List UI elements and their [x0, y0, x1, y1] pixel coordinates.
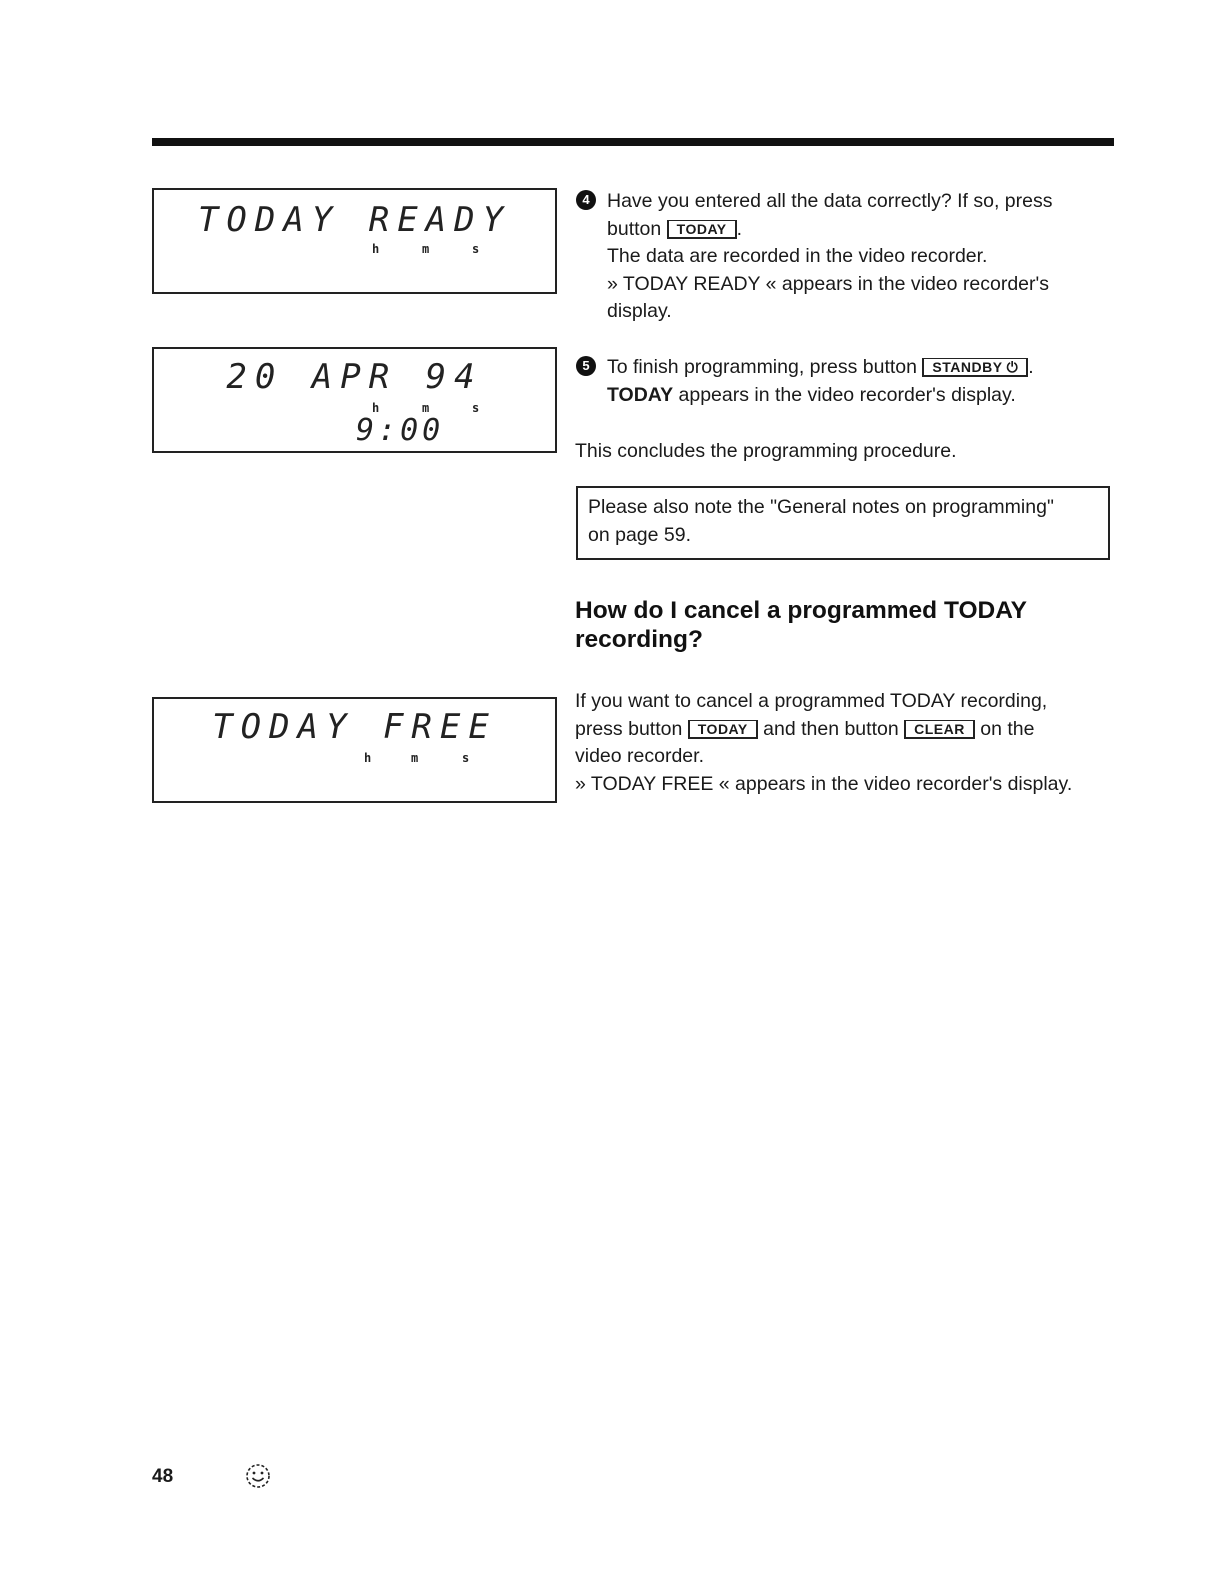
section-heading	[575, 596, 1095, 654]
note-box	[576, 486, 1110, 560]
cancel-line-2-mid: and then button	[763, 717, 899, 740]
step-4-line-2-text: button	[607, 217, 662, 240]
step-4-number-icon: 4	[576, 190, 596, 210]
lcd-display-date	[152, 347, 557, 453]
step-5-line-2	[607, 382, 1107, 410]
step-5-line-1	[607, 354, 1107, 382]
lcd-time: 9:00	[356, 413, 445, 448]
lcd-unit-h: h	[364, 751, 372, 765]
note-line-2: on page 59.	[588, 523, 692, 546]
step-5-text	[607, 354, 1107, 409]
today-button: TODAY	[667, 220, 737, 239]
lcd-unit-h: h	[372, 242, 380, 256]
cancel-text	[575, 688, 1105, 798]
cancel-line-2	[575, 716, 1105, 744]
clear-button: CLEAR	[904, 720, 975, 739]
lcd-text: TODAY READY	[197, 200, 512, 240]
standby-button: STANDBY ⏻	[922, 358, 1028, 377]
page-number: 48	[152, 1466, 174, 1487]
heading-line-1: How do I cancel a programmed TODAY	[575, 597, 1028, 624]
cancel-line-2-text: press button	[575, 717, 683, 740]
lcd-display-today-ready	[152, 188, 557, 294]
step-5-number-icon: 5	[576, 356, 596, 376]
step-5-line-2-text: appears in the video recorder's display.	[673, 383, 1016, 406]
lcd-unit-m: m	[422, 242, 430, 256]
lcd-unit-s: s	[472, 242, 480, 256]
step-5-line-1-text: To finish programming, press button	[607, 356, 917, 378]
step-4-line-4: » TODAY READY « appears in the video recorder's	[607, 272, 1049, 295]
step-5-line-1-period: .	[1028, 356, 1034, 378]
lcd-text: TODAY FREE	[212, 707, 497, 747]
cancel-line-2-end: on the	[980, 717, 1035, 740]
top-rule	[152, 138, 1114, 146]
lcd-unit-h: h	[372, 401, 380, 415]
smiley-face-icon	[243, 1461, 273, 1496]
lcd-unit-m: m	[411, 751, 419, 765]
cancel-line-1: If you want to cancel a programmed TODAY recording,	[575, 690, 1048, 712]
today-bold: TODAY	[607, 383, 674, 406]
heading-line-2: recording?	[575, 626, 703, 653]
step-4-line-5: display.	[607, 300, 672, 322]
cancel-line-4: » TODAY FREE « appears in the video recorder's display.	[575, 772, 1073, 795]
step-4-line-2-period: .	[736, 217, 743, 240]
lcd-display-today-free	[152, 697, 557, 803]
lcd-unit-s: s	[472, 401, 480, 415]
lcd-unit-s: s	[462, 751, 470, 765]
note-line-1: Please also note the "General notes on programming"	[588, 496, 1054, 518]
step-4-line-1: Have you entered all the data correctly? If so, press	[607, 190, 1053, 212]
lcd-date: 20 APR 94	[226, 357, 483, 397]
step-4-line-2	[607, 216, 1107, 244]
lcd-unit-m: m	[422, 401, 430, 415]
cancel-line-3: video recorder.	[575, 745, 704, 767]
step-4-text	[607, 188, 1107, 326]
conclusion-text: This concludes the programming procedure.	[575, 440, 957, 462]
today-button: TODAY	[688, 720, 758, 739]
step-4-line-3: The data are recorded in the video recorder.	[607, 245, 988, 267]
